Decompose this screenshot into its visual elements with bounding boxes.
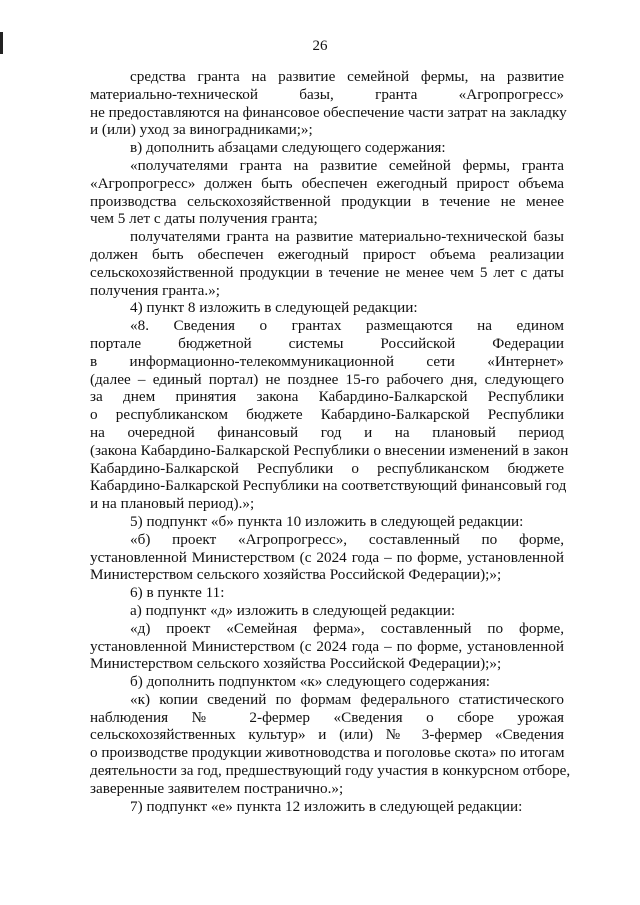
text-line: производства сельскохозяйственной продукции в течение не менее — [90, 192, 564, 210]
text-line: «б) проект «Агропрогресс», составленный по форме, — [130, 530, 564, 548]
text-line: Министерством сельского хозяйства Российской Федерации);»; — [90, 655, 502, 673]
text-line: должен быть обеспечен ежегодный прирост объема реализации — [90, 245, 564, 263]
text-line: 7) подпункт «е» пункта 12 изложить в следующей редакции: — [130, 797, 523, 815]
document-body — [90, 68, 571, 815]
text-line: (далее – единый портал) не позднее 15-го рабочего дня, следующего — [90, 370, 564, 388]
text-line: Кабардино-Балкарской Республики на соответствующий финансовый год — [90, 477, 567, 495]
text-line: 5) подпункт «б» пункта 10 изложить в следующей редакции: — [130, 512, 524, 530]
text-line: чем 5 лет с даты получения гранта; — [90, 210, 318, 228]
text-line: получателями гранта на развитие материально-технической базы — [130, 228, 564, 246]
text-line: (закона Кабардино-Балкарской Республики о внесении изменений в закон — [90, 441, 569, 459]
text-line: установленной Министерством (с 2024 года – по форме, установленной — [90, 637, 564, 655]
text-line: Кабардино-Балкарской Республики о республиканском бюджете — [90, 459, 564, 477]
text-line: б) дополнить подпунктом «к» следующего содержания: — [130, 673, 491, 691]
text-line: наблюдения № 2-фермер «Сведения о сборе урожая — [90, 708, 564, 726]
text-line: деятельности за год, предшествующий году участия в конкурсном отборе, — [90, 762, 571, 780]
text-line: портале бюджетной системы Российской Федерации — [90, 334, 564, 352]
text-line: за днем принятия закона Кабардино-Балкарской Республики — [90, 388, 564, 406]
text-line: о производстве продукции животноводства и поголовье скота» по итогам — [90, 744, 565, 762]
text-line: Министерством сельского хозяйства Российской Федерации);»; — [90, 566, 502, 584]
text-line: средства гранта на развитие семейной фермы, на развитие — [130, 68, 564, 85]
text-line: сельскохозяйственных культур» и (или) № 3-фермер «Сведения — [90, 726, 564, 744]
text-line: «д) проект «Семейная ферма», составленный по форме, — [130, 619, 564, 637]
text-line: 4) пункт 8 изложить в следующей редакции: — [130, 299, 418, 317]
text-line: в) дополнить абзацами следующего содержания: — [130, 139, 446, 157]
text-line: «8. Сведения о грантах размещаются на едином — [130, 317, 564, 335]
text-line: и на плановый период).»; — [90, 495, 255, 513]
text-line: 6) в пункте 11: — [130, 584, 225, 602]
text-line: материально-технической базы, гранта «Агропрогресс» — [90, 85, 564, 103]
page-number: 26 — [312, 38, 328, 54]
text-line: «получателями гранта на развитие семейной фермы, гранта — [130, 156, 564, 174]
text-line: установленной Министерством (с 2024 года – по форме, установленной — [90, 548, 564, 566]
text-line: «Агропрогресс» должен быть обеспечен ежегодный прирост объема — [90, 174, 564, 192]
text-line: на очередной финансовый год и на плановый период — [90, 423, 564, 441]
text-line: о республиканском бюджете Кабардино-Балкарской Республики — [90, 406, 564, 424]
text-line: и (или) уход за виноградниками;»; — [90, 121, 313, 139]
text-line: заверенные заявителем постранично.»; — [90, 779, 344, 797]
text-line: а) подпункт «д» изложить в следующей редакции: — [130, 601, 456, 619]
text-line: сельскохозяйственной продукции в течение не менее чем 5 лет с даты — [90, 263, 564, 281]
text-line: получения гранта.»; — [90, 281, 220, 299]
text-line: не предоставляются на финансовое обеспечение части затрат на закладку — [90, 103, 567, 121]
text-line: «к) копии сведений по формам федерального статистического — [130, 690, 564, 708]
text-line: в информационно-телекоммуникационной сети «Интернет» — [90, 352, 564, 370]
